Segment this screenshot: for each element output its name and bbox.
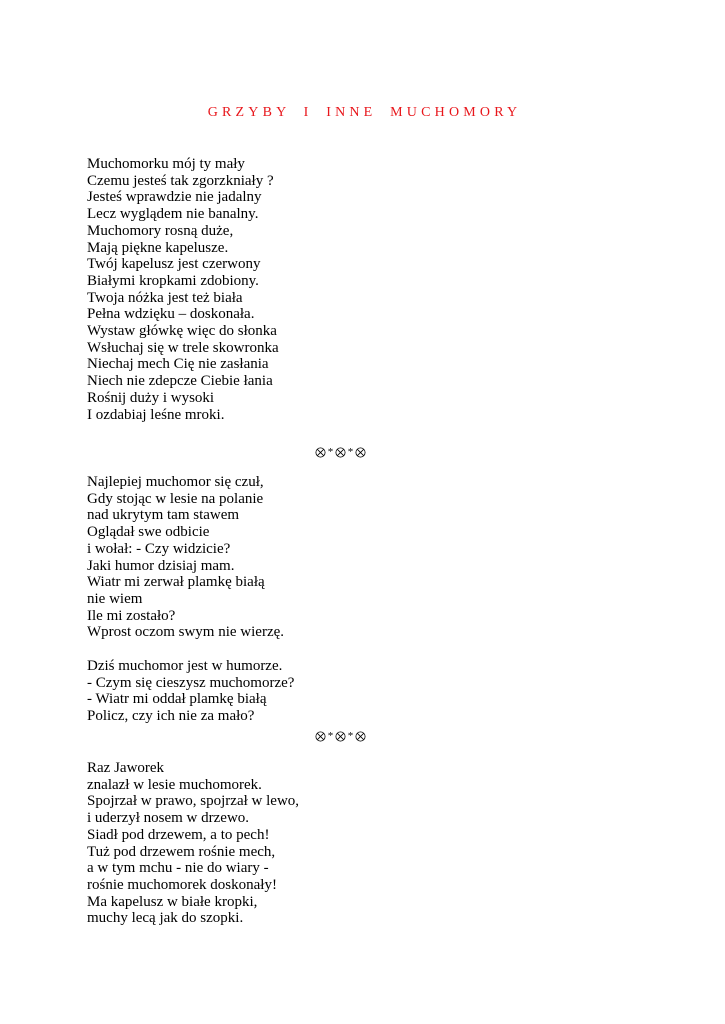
poem-line: znalazł w lesie muchomorek.	[87, 776, 262, 793]
poem-line: i uderzył nosem w drzewo.	[87, 810, 250, 827]
poem-line: a w tym mchu - nie do wiary -	[87, 860, 269, 877]
poem-line: Jaki humor dzisiaj mam.	[87, 557, 235, 574]
poem-line: Dziś muchomor jest w humorze.	[87, 658, 283, 674]
circled-times-icon	[355, 447, 366, 458]
poem-line: Mają piękne kapelusze.	[87, 239, 229, 256]
stanza-separator-1	[315, 445, 395, 459]
poem-line: Rośnij duży i wysoki	[87, 389, 215, 406]
poem-line: Białymi kropkami zdobiony.	[87, 272, 259, 289]
poem-line: Wiatr mi zerwał plamkę białą	[87, 574, 265, 591]
poem-line: I ozdabiaj leśne mroki.	[87, 406, 225, 423]
poem-line: nad ukrytym tam stawem	[87, 507, 240, 524]
poem-line: Siadł pod drzewem, a to pech!	[87, 826, 270, 843]
poem-line: Twój kapelusz jest czerwony	[87, 256, 261, 273]
asterisk-glyph: *	[327, 445, 334, 458]
poem-line: Twoja nóżka jest też biała	[87, 289, 243, 306]
poem-line: nie wiem	[87, 590, 143, 607]
poem-line: - Czym się cieszysz muchomorze?	[87, 674, 295, 691]
poem-line: Muchomorku mój ty mały	[87, 156, 245, 172]
circled-times-icon	[315, 731, 326, 742]
poem-line: Policz, czy ich nie za mało?	[87, 708, 255, 725]
poem-line: Lecz wyglądem nie banalny.	[87, 206, 259, 223]
poem-line: Raz Jaworek	[87, 760, 165, 776]
poem-line: muchy lecą jak do szopki.	[87, 910, 244, 927]
poem-line: rośnie muchomorek doskonały!	[87, 876, 277, 893]
poem-line: Wystaw główkę więc do słonka	[87, 323, 277, 340]
poem-line: Gdy stojąc w lesie na polanie	[87, 490, 264, 507]
stanza-separator-2	[315, 729, 395, 743]
poem-line: Jesteś wprawdzie nie jadalny	[87, 189, 262, 206]
circled-times-icon	[335, 447, 346, 458]
page-title: GRZYBY I INNE MUCHOMORY	[207, 105, 522, 120]
poem-line: Wprost oczom swym nie wierzę.	[87, 624, 285, 641]
poem-line: Oglądał swe odbicie	[87, 524, 210, 541]
poem-stanza-3	[87, 658, 294, 725]
poem-line: Tuż pod drzewem rośnie mech,	[87, 843, 276, 860]
asterisk-glyph: *	[347, 729, 354, 742]
poem-line: Spojrzał w prawo, spojrzał w lewo,	[87, 793, 300, 810]
poem-line: Najlepiej muchomor się czuł,	[87, 474, 264, 490]
poem-line: Czemu jesteś tak zgorzkniały ?	[87, 172, 274, 189]
poem-line: Niechaj mech Cię nie zasłania	[87, 356, 269, 373]
circled-times-icon	[335, 731, 346, 742]
poem-line: Ma kapelusz w białe kropki,	[87, 893, 258, 910]
asterisk-glyph: *	[347, 445, 354, 458]
circled-times-icon	[355, 731, 366, 742]
asterisk-glyph: *	[327, 729, 334, 742]
poem-line: Pełna wdzięku – doskonała.	[87, 306, 255, 323]
poem-line: Wsłuchaj się w trele skowronka	[87, 339, 279, 356]
poem-line: - Wiatr mi oddał plamkę białą	[87, 691, 267, 708]
poem-stanza-2	[87, 474, 284, 641]
poem-stanza-4	[87, 760, 299, 927]
poem-line: Ile mi zostało?	[87, 607, 176, 624]
poem-line: Niech nie zdepcze Ciebie łania	[87, 373, 273, 390]
poem-line: i wołał: - Czy widzicie?	[87, 540, 231, 557]
circled-times-icon	[315, 447, 326, 458]
poem-line: Muchomory rosną duże,	[87, 222, 234, 239]
poem-stanza-1	[87, 156, 279, 423]
